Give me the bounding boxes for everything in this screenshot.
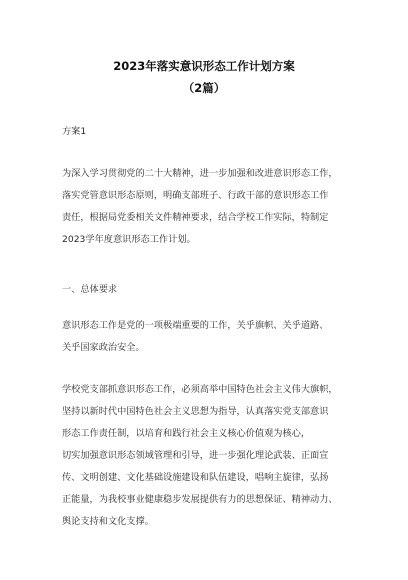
paragraph-line: 正能量，为我校事业健康稳步发展提供有力的思想保证、精神动力、 <box>62 494 338 505</box>
paragraph-line: 落实党管意识形态原则，明确支部班子、行政干部的意识形态工作 <box>62 190 329 201</box>
paragraph-line: 意识形态工作是党的一项极端重要的工作，关乎旗帜、关乎道路、 <box>62 320 329 331</box>
paragraph-line: 切实加强意识形态领域管理和引导，进一步强化理论武装、正面宣 <box>62 450 329 461</box>
document-subtitle: （2篇） <box>182 81 226 95</box>
paragraph-line: 传、文明创建、文化基础设施建设和队伍建设，唱响主旋律，弘扬 <box>62 472 329 483</box>
section-label: 方案1 <box>62 126 87 137</box>
paragraph-line: 形态工作责任制，以培育和践行社会主义核心价值观为核心， <box>62 428 311 439</box>
paragraph-line: 为深入学习贯彻党的二十大精神，进一步加强和改进意识形态工作， <box>62 168 338 179</box>
section-heading: 一、总体要求 <box>62 284 118 295</box>
document-title: 2023年落实意识形态工作计划方案 <box>113 59 295 73</box>
paragraph-line: 2023学年度意识形态工作计划。 <box>62 234 196 245</box>
paragraph-line: 学校党支部抓意识形态工作，必须高举中国特色社会主义伟大旗帜， <box>62 384 338 395</box>
paragraph-line: 舆论支持和文化支撑。 <box>62 516 154 527</box>
paragraph-line: 关乎国家政治安全。 <box>62 342 145 353</box>
paragraph-line: 责任，根据局党委相关文件精神要求，结合学校工作实际，特制定 <box>62 212 329 223</box>
paragraph-line: 坚持以新时代中国特色社会主义思想为指导，认真落实党支部意识 <box>62 406 329 417</box>
